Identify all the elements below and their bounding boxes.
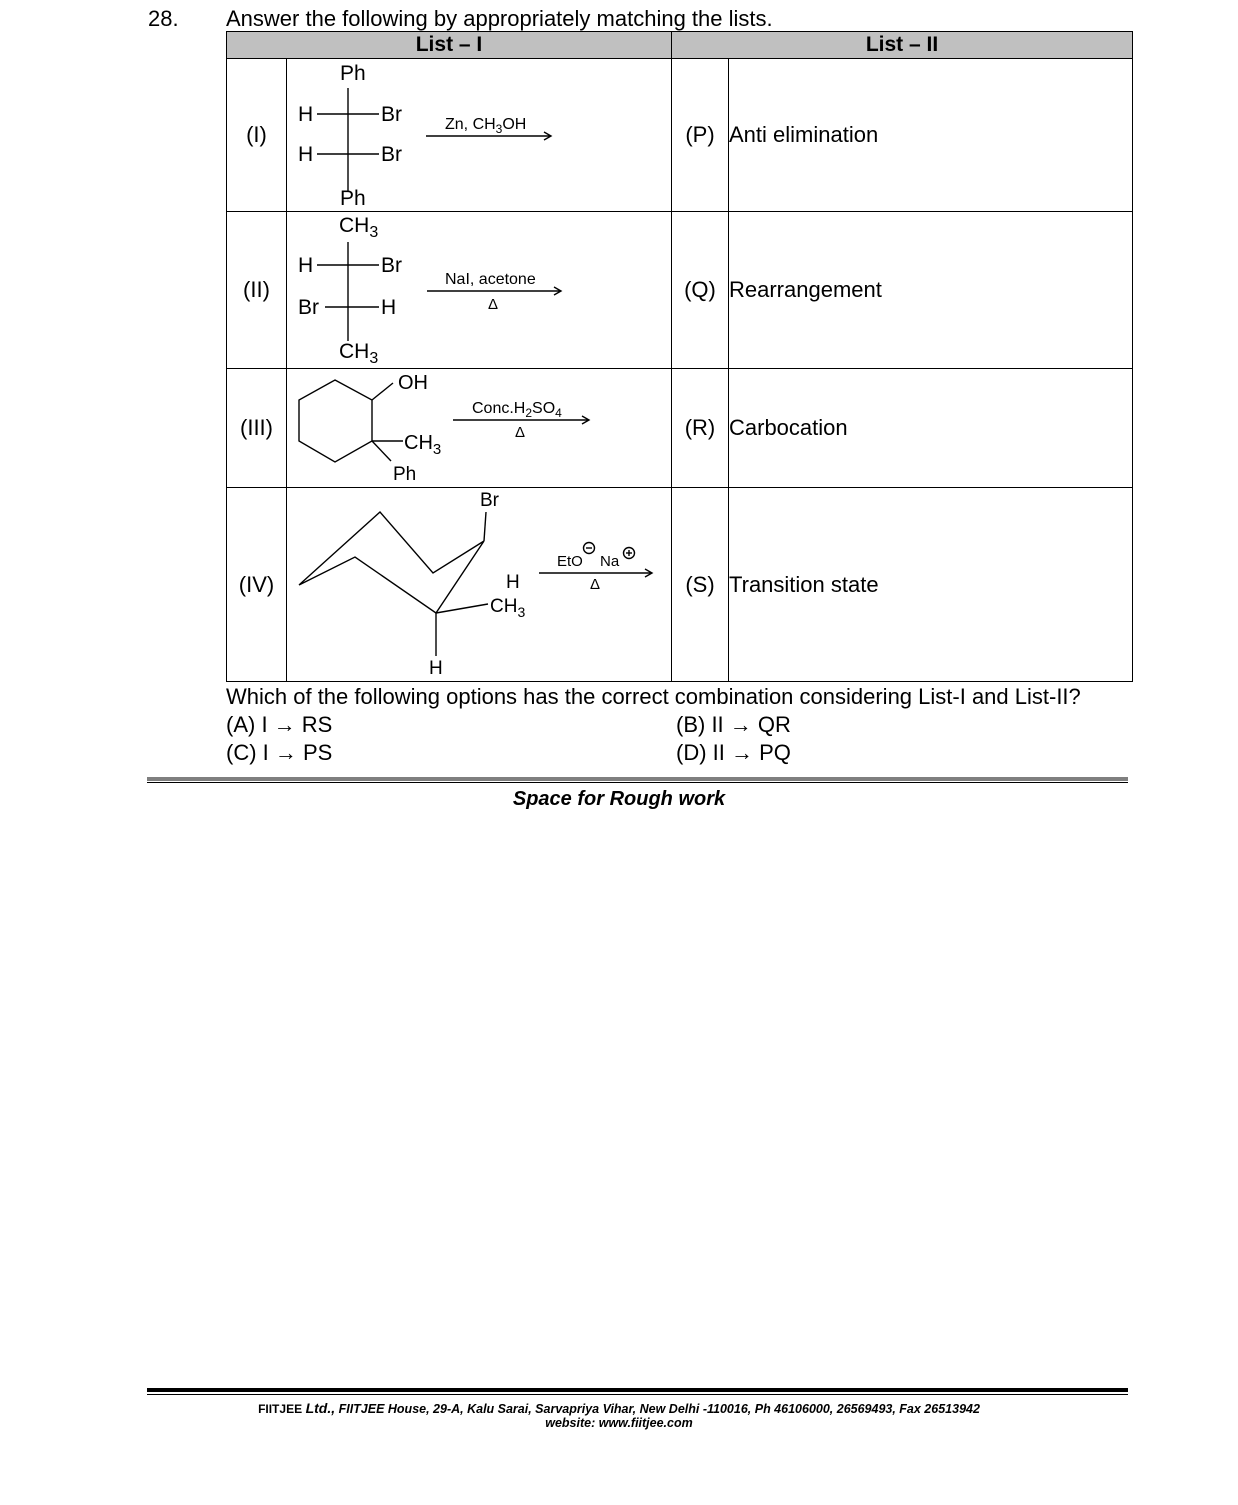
ethoxide-label: EtO <box>557 553 583 570</box>
structure-upper-left: H <box>298 254 314 277</box>
table-row <box>227 488 1133 682</box>
footer-address <box>0 1400 1238 1416</box>
option-b[interactable]: (B) II → QR <box>676 712 791 737</box>
footer-website: website: www.fiitjee.com <box>545 1416 693 1430</box>
reaction-cell <box>287 212 672 369</box>
reaction-cell <box>287 59 672 212</box>
row-label: (II) <box>227 212 287 369</box>
structure-top: $CH_3$ <box>339 214 379 241</box>
rough-work-label: Space for Rough work <box>512 788 726 810</box>
sodium-label: Na <box>600 553 620 570</box>
structure-upper-left: H <box>298 103 314 126</box>
bromo-label: Br <box>480 490 499 511</box>
option-a[interactable]: (A) I → RS <box>226 712 333 737</box>
structure-lower-left: H <box>298 143 314 166</box>
list-two-text: Carbocation <box>729 369 1133 488</box>
option-c[interactable]: (C) I → PS <box>226 740 333 765</box>
reagent-label: $Conc.H_2SO_4$ <box>472 400 562 420</box>
structure-upper-right: Br <box>381 254 402 277</box>
match-table <box>226 31 1133 682</box>
list-two-header: List – II <box>672 32 1133 59</box>
row-label: (I) <box>227 59 287 212</box>
reagent-label: NaI, acetone <box>445 271 536 288</box>
chair-cyclohexane-structure <box>287 488 672 681</box>
footer-divider <box>147 1388 1128 1392</box>
list-one-header: List – I <box>227 32 672 59</box>
row-label: (III) <box>227 369 287 488</box>
list-two-label: (P) <box>672 59 729 212</box>
structure-upper-right: Br <box>381 103 402 126</box>
reaction-cell <box>287 488 672 682</box>
brand-name: FIITJEE <box>258 1402 303 1416</box>
structure-top: Ph <box>340 62 366 85</box>
list-two-label: (R) <box>672 369 729 488</box>
reagent-label: Zn, $CH_3OH$ <box>445 116 527 136</box>
phenyl-label: Ph <box>393 464 417 485</box>
hydroxyl-label: OH <box>398 372 428 394</box>
brand-ltd: Ltd., <box>305 1400 336 1416</box>
axial-hydrogen-label: H <box>429 658 443 679</box>
address-text: FIITJEE House, 29-A, Kalu Sarai, Sarvapriya Vihar, New Delhi -110016, Ph 46106000, 26569493, Fax 26513942 <box>335 1402 980 1416</box>
structure-lower-right: H <box>381 296 397 319</box>
cyclohexanol-structure <box>287 369 672 487</box>
fischer-projection-diphenyl-dibromide <box>287 59 672 211</box>
list-two-text: Anti elimination <box>729 59 1133 212</box>
structure-bottom: Ph <box>340 187 366 210</box>
table-row <box>227 59 1133 212</box>
structure-lower-left: Br <box>298 296 319 319</box>
methyl-label: $CH_3$ <box>490 596 526 620</box>
options-prompt: Which of the following options has the correct combination considering List-I and List-II? <box>226 684 1081 709</box>
condition-delta: Δ <box>590 576 601 593</box>
fischer-projection-dibromobutane <box>287 212 672 368</box>
question-text: Answer the following by appropriately matching the lists. <box>226 6 773 31</box>
question-number: 28. <box>148 6 179 31</box>
footer-divider <box>147 1394 1128 1395</box>
condition-delta: Δ <box>515 424 526 441</box>
table-row <box>227 212 1133 369</box>
list-two-text: Transition state <box>729 488 1133 682</box>
methyl-label: $CH_3$ <box>404 432 442 458</box>
list-two-label: (S) <box>672 488 729 682</box>
reaction-cell <box>287 369 672 488</box>
structure-lower-right: Br <box>381 143 402 166</box>
list-two-text: Rearrangement <box>729 212 1133 369</box>
ring-hydrogen-label: H <box>506 572 520 593</box>
divider <box>147 777 1128 781</box>
condition-delta: Δ <box>488 296 499 313</box>
list-two-label: (Q) <box>672 212 729 369</box>
divider <box>147 782 1128 783</box>
row-label: (IV) <box>227 488 287 682</box>
option-d[interactable]: (D) II → PQ <box>676 740 791 765</box>
structure-bottom: $CH_3$ <box>339 340 379 367</box>
table-row <box>227 369 1133 488</box>
